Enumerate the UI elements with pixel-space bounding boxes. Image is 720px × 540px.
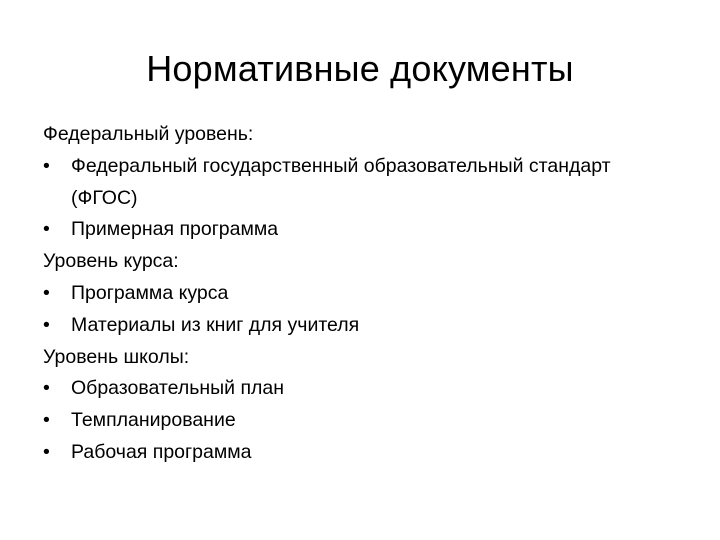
list-item-text: Образовательный план bbox=[71, 377, 285, 400]
bullet-icon: • bbox=[43, 154, 50, 177]
bullet-icon: • bbox=[43, 409, 50, 432]
list-item bbox=[43, 373, 683, 405]
section-heading-federal: Федеральный уровень: bbox=[43, 123, 254, 145]
bullet-icon: • bbox=[43, 281, 50, 304]
list-item bbox=[43, 214, 683, 246]
list-item-text: Примерная программа bbox=[71, 218, 279, 241]
slide-content bbox=[43, 119, 683, 469]
section-heading-school: Уровень школы: bbox=[43, 345, 190, 368]
section-heading-course: Уровень курса: bbox=[43, 250, 179, 273]
list-item bbox=[43, 278, 683, 310]
bullet-icon: • bbox=[43, 440, 50, 463]
list-item-text: Материалы из книг для учителя bbox=[71, 313, 360, 336]
list-item-text: Программа курса bbox=[71, 281, 229, 304]
slide-title: Нормативные документы bbox=[146, 48, 574, 89]
list-item-text: Темпланирование bbox=[71, 409, 236, 432]
list-item-text: Рабочая программа bbox=[71, 440, 252, 463]
list-item-text: Федеральный государственный образовательный стандарт (ФГОС) bbox=[71, 154, 611, 209]
list-item bbox=[43, 151, 611, 215]
bullet-icon: • bbox=[43, 377, 50, 400]
list-item bbox=[43, 310, 683, 342]
list-item bbox=[43, 405, 683, 437]
bullet-icon: • bbox=[43, 218, 50, 241]
bullet-icon: • bbox=[43, 313, 50, 336]
list-item bbox=[43, 437, 683, 469]
